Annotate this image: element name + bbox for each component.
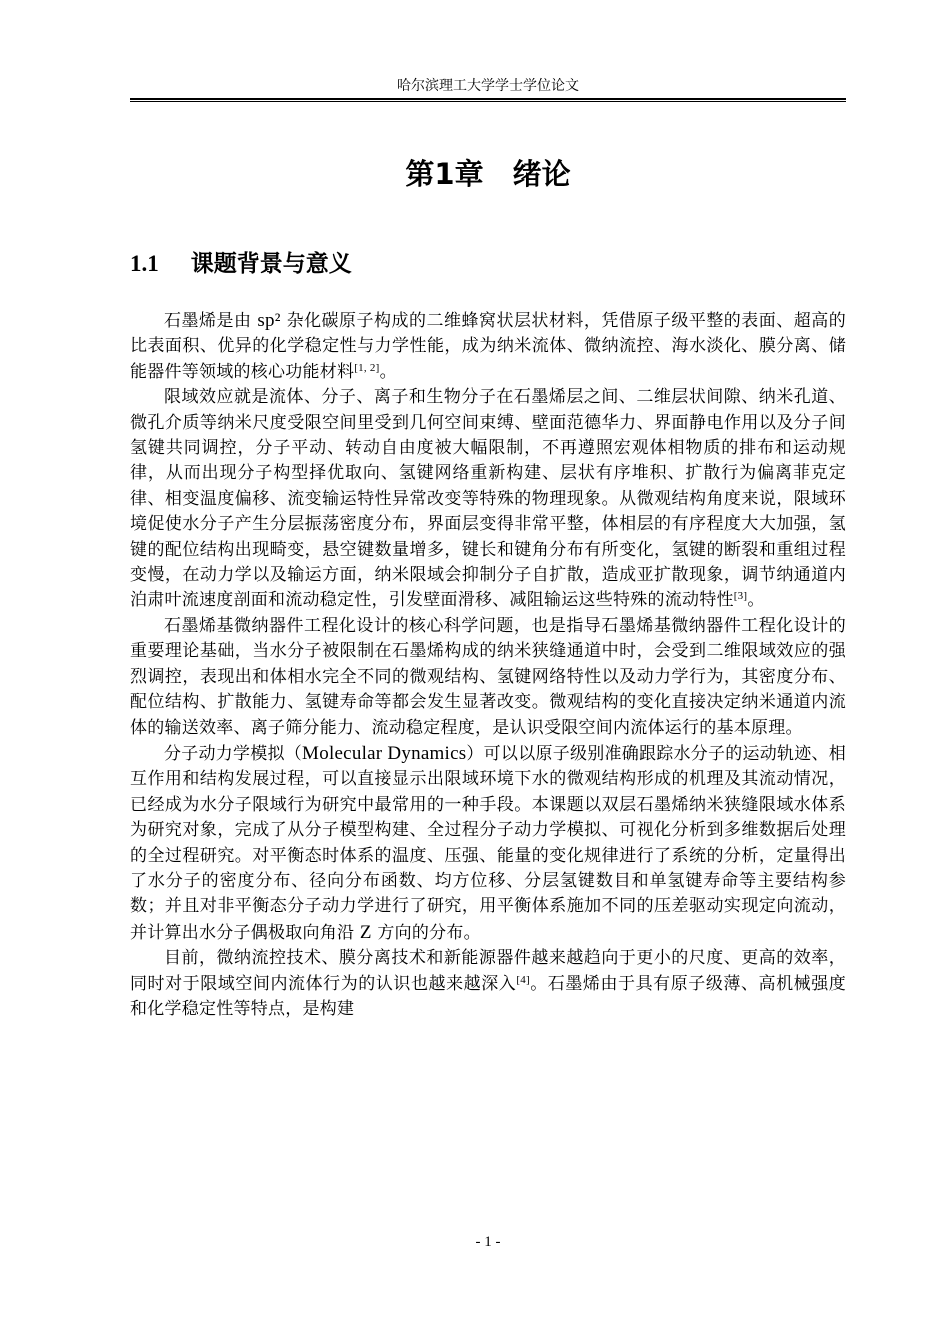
paragraph-core-problem <box>130 614 846 741</box>
citation-ref: [1, 2] <box>354 361 380 374</box>
page-number: - 1 - <box>475 1234 501 1250</box>
text-run: 石墨烯是由 <box>164 311 258 331</box>
section-title <box>130 248 352 280</box>
chapter-title: 第1章 绪论 <box>405 157 571 191</box>
text-run: 石墨烯基微纳器件工程化设计的核心科学问题，也是指导石墨烯基微纳器件工程化设计的重要理论基础，当水分子被限制在石墨烯构成的纳米狭缝通道中时，会受到二维限域效应的强烈调控，表现出和体相水完全不同的微观结构、氢键网络特性以及动力学行为，其密度分布、配位结构、扩散能力、氢键寿命等都会发生显著改变。微观结构的变化直接决定纳米通道内流体的输送效率、离子筛分能力、流动稳定程度，是认识受限空间内流体运行的基本原理。 <box>130 615 846 738</box>
section-number: 1.1 <box>130 251 159 276</box>
text-run: 杂化碳原子构成的二维蜂窝状层状材料，凭借原子级平整的表面、超高的比表面积、优异的化学稳定性与力学性能，成为纳米流体、微纳流控、海水淡化、膜分离、储能器件等领域的核心功能材料 <box>130 311 846 382</box>
text-run: 分子动力学模拟（ <box>164 743 303 764</box>
citation-ref: [3] <box>733 590 748 603</box>
paragraph-graphene-intro <box>130 308 846 385</box>
paragraph-confinement-effect <box>130 385 846 614</box>
text-run: 。 <box>747 590 765 611</box>
text-run: 。石墨烯由于具有原子级薄、高机械强度和化学稳定性等特点，是构建 <box>130 973 847 1019</box>
latin-term-sp2: sp² <box>257 310 281 331</box>
citation-ref: [4] <box>516 973 530 986</box>
section-heading-text: 课题背景与意义 <box>190 251 352 277</box>
header-divider <box>130 98 846 102</box>
body-text <box>130 308 846 1022</box>
paragraph-current-status <box>130 946 846 1022</box>
text-run: ）可以以原子级别准确跟踪水分子的运动轨迹、相互作用和结构发展过程，可以直接显示出限域环境下水的微观结构形成的机理及其流动情况，已经成为水分子限域行为研究中最常用的一种手段。本课题以双层石墨烯纳米狭缝限域水体系为研究对象，完成了从分子模型构建、全过程分子动力学模拟、可视化分析到多维数据后处理的全过程研究。对平衡态时体系的温度、压强、能量的变化规律进行了系统的分析，定量得出了水分子的密度分布、径向分布函数、均方位移、分层氢键数目和单氢键寿命等主要结构参数；并且对非平衡态分子动力学进行了研究，用平衡体系施加不同的压差驱动实现定向流动，并计算出水分子偶极取向角沿 <box>130 743 847 943</box>
latin-term-z: Z <box>359 921 372 943</box>
text-run: 方向的分布。 <box>371 922 481 943</box>
text-run: 目前，微纳流控技术、膜分离技术和新能源器件越来越趋向于更小的尺度、更高的效率，同时对于限域空间内流体行为的认识也越来越深入 <box>130 948 846 994</box>
latin-term-md: Molecular Dynamics <box>302 742 467 764</box>
text-run: 。 <box>379 361 397 382</box>
text-run: 限域效应就是流体、分子、离子和生物分子在石墨烯层之间、二维层状间隙、纳米孔道、微孔介质等纳米尺度受限空间里受到几何空间束缚、壁面范德华力、界面静电作用以及分子间氢键共同调控，分子平动、转动自由度被大幅限制，不再遵照宏观体相物质的排布和运动规律，从而出现分子构型择优取向、氢键网络重新构建、层状有序堆积、扩散行为偏离菲克定律、相变温度偏移、流变输运特性异常改变等特殊的物理现象。从微观结构角度来说，限域环境促使水分子产生分层振荡密度分布，界面层变得非常平整，体相层的有序程度大大加强，氢键的配位结构出现畸变，悬空键数量增多，键长和键角分布有所变化，氢键的断裂和重组过程变慢，在动力学以及输运方面，纳米限域会抑制分子自扩散，造成亚扩散现象，调节纳通道内泊肃叶流速度剖面和流动稳定性，引发壁面滑移、减阻输运这些特殊的流动特性 <box>130 387 846 611</box>
running-header: 哈尔滨理工大学学士学位论文 <box>397 78 579 94</box>
paragraph-md-simulation <box>130 741 846 946</box>
